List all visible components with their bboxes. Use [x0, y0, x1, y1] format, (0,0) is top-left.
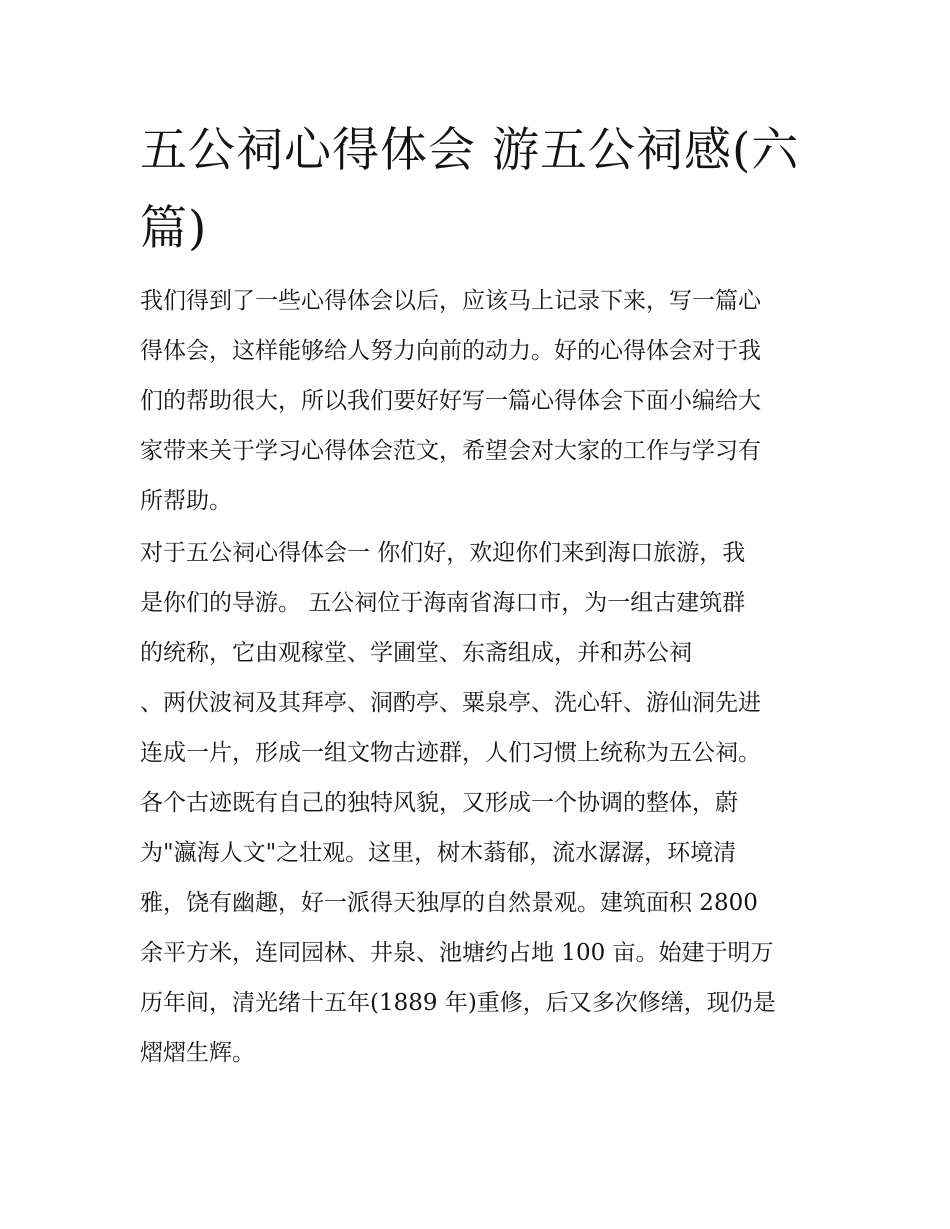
intro-line-1: 我们得到了一些心得体会以后，应该马上记录下来，写一篇心 — [140, 288, 761, 314]
essay-line-9: 余平方米，连同园林、井泉、池塘约占地 100 亩。始建于明万 — [140, 940, 774, 966]
essay-line-8: 雅，饶有幽趣，好一派得天独厚的自然景观。建筑面积 2800 — [140, 890, 758, 916]
essay-line-1: 对于五公祠心得体会一 你们好，欢迎你们来到海口旅游，我 — [140, 540, 746, 566]
essay-line-10: 历年间，清光绪十五年(1889 年)重修，后又多次修缮，现仍是 — [140, 990, 776, 1016]
essay-line-2: 是你们的导游。 五公祠位于海南省海口市，为一组古建筑群 — [140, 590, 746, 616]
intro-line-4: 家带来关于学习心得体会范文，希望会对大家的工作与学习有 — [140, 438, 761, 464]
document-title: 五公祠心得体会 游五公祠感(六篇) — [140, 123, 800, 256]
essay-line-3: 的统称，它由观稼堂、学圃堂、东斋组成，并和苏公祠 — [140, 640, 692, 666]
intro-line-5: 所帮助。 — [140, 488, 232, 514]
essay-line-6: 各个古迹既有自己的独特风貌，又形成一个协调的整体，蔚 — [140, 790, 738, 816]
essay-line-5: 连成一片，形成一组文物古迹群，人们习惯上统称为五公祠。 — [140, 740, 761, 766]
intro-line-2: 得体会，这样能够给人努力向前的动力。好的心得体会对于我 — [140, 338, 761, 364]
essay-line-7: 为"瀛海人文"之壮观。这里，树木蓊郁，流水潺潺，环境清 — [140, 840, 737, 866]
intro-line-3: 们的帮助很大，所以我们要好好写一篇心得体会下面小编给大 — [140, 388, 761, 414]
essay-line-11: 熠熠生辉。 — [140, 1040, 255, 1066]
essay-line-4: 、两伏波祠及其拜亭、洞酌亭、粟泉亭、洗心轩、游仙洞先进 — [140, 690, 761, 716]
